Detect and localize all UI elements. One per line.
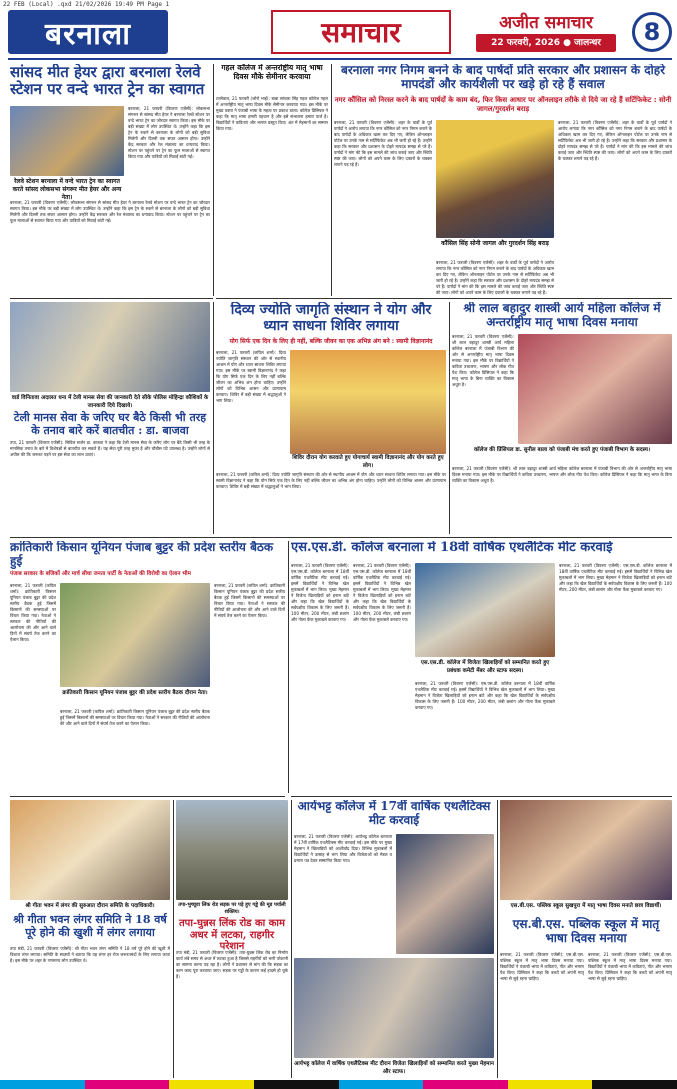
body-text-col2: बरनाला, 21 फरवरी (कपिल शर्मा): क्रांतिकारी किसान यूनियन पंजाब बुट्टर की प्रदेश स्तरीय बैठक हुई जिसमें किसानों की समस्याओं पर विचार किया गया। नेताओं ने सरकार की नीतियों की आलोचना की और आने वाले दिनों में संघर्ष तेज करने का ऐलान किया। — [60, 709, 210, 726]
body-text: बरनाला, 21 फरवरी (विवरण एजेंसी): लोकसभा संगरूर से सांसद मीत हेयर ने बरनाला रेलवे स्टेशन पर वन्दे भारत ट्रेन का जोरदार स्वागत किया। इस मौके पर बड़ी संख्या में लोग उपस्थित थे। उन्होंने कहा कि इस ट्रेन के रुकने से बरनाला के लोगों को बड़ी सुविधा मिलेगी और दिल्ली तक सफर आसान होगा। उन्होंने केंद्र सरकार और रेल मंत्रालय का धन्यवाद किया। स्टेशन पर पहुंचने पर ट्रेन का फूल मालाओं से स्वागत किया गया और यात्रियों को मिठाई बांटी गई। — [10, 200, 210, 223]
masthead-left-banner — [8, 10, 168, 54]
photo-road — [176, 800, 288, 900]
article-sbs-school — [500, 800, 672, 1078]
body-text: बरनाला, 21 फरवरी (कपिल शर्मा): दिव्य ज्योति जागृति संस्थान की ओर से स्थानीय आश्रम में योग और ध्यान साधना शिविर लगाया गया। इस मौके पर स्वामी विज्ञानानंद ने कहा कि योग सिर्फ एक दिन के लिए नहीं बल्कि जीवन का अभिन्न अंग होना चाहिए। उन्होंने लोगों को विभिन्न आसन और प्राणायाम करवाए। शिविर में बड़ी संख्या में श्रद्धालुओं ने भाग लिया। — [216, 350, 286, 403]
photo-langar — [10, 800, 170, 900]
article-tapa-road — [176, 800, 288, 1078]
article-lbs-college — [452, 302, 672, 534]
article-railway — [10, 64, 210, 296]
photo-tele-manas — [10, 302, 210, 392]
body-text: तपा मंडी, 21 फरवरी (विवरण एजेंसी): श्री गीता भवन लंगर समिति ने 18 वर्ष पूरे होने की खुशी में विशाल लंगर लगाया। समिति के सदस्यों ने बताया कि यह लंगर हर रोज जरूरतमंदों के लिए लगाया जाता है। इस मौके पर शहर के गणमान्य लोग उपस्थित थे। — [10, 946, 170, 963]
subhead: नगर कौंसिल को निरस्त करने के बाद पार्षदों के काम बंद, फिर किस आधार पर ऑनलाइन तरीके से दिये जा रहे हैं सर्टिफिकेट : सोनी जागल/गुरदर्शन बराड़ — [334, 96, 672, 113]
headline: बरनाला नगर निगम बनने के बाद पार्षदों प्रति सरकार और प्रशासन के दोहरे मापदंडों और कार्यशैली पर खड़े हो रहे हैं सवाल — [340, 64, 666, 91]
body-text: बरनाला, 21 फरवरी (विवरण एजेंसी): श्री लाल बहादुर शास्त्री आर्य महिला कॉलेज बरनाला में पंजाबी विभाग की ओर से अन्तर्राष्ट्रीय मातृ भाषा दिवस मनाया गया। इस मौके पर विद्यार्थियों ने कविता उच्चारण, भाषण और लोक गीत पेश किए। कॉलेज प्रिंसिपल ने कहा कि मातृ भाषा के बिना व्यक्ति का विकास अधूरा है। — [452, 334, 514, 387]
headline: श्री गीता भवन लंगर समिति ने 18 वर्ष पूरे होने की खुशी में लंगर लगाया — [13, 913, 167, 939]
page-number: 8 — [632, 12, 672, 52]
headline: एस.एस.डी. कॉलेज बरनाला में 18वीं वार्षिक एथलैटिक मीट करवाई — [291, 541, 613, 555]
body-text: बरनाला, 21 फरवरी (विवरण एजेंसी): एस.बी.एस. पब्लिक स्कूल में मातृ भाषा दिवस मनाया गया। विद्यार्थियों ने पंजाबी भाषा में कविताएं, गीत और भाषण पेश किए। प्रिंसिपल ने कहा कि बच्चों को अपनी मातृ भाषा से जुड़े रहना चाहिए। — [500, 952, 584, 981]
photo-caption: तपा-भुच्चूवा लिंक रोड सड़क पर पड़े हुए गड्ढे की मूड पर्याली शक्तिय। — [178, 902, 286, 915]
headline: एस.बी.एस. पब्लिक स्कूल में मातृ भाषा दिवस मनाया — [512, 917, 660, 945]
body-text-col3: बरनाला, 21 फरवरी (विवरण एजेंसी): एस.एस.डी. कॉलेज बरनाला में 18वीं वार्षिक एथलैटिक मीट करवाई गई। इसमें विद्यार्थियों ने विभिन्न खेल मुकाबलों में भाग लिया। मुख्य मेहमान ने विजेता खिलाड़ियों को इनाम बांटे और कहा कि खेल विद्यार्थियों के सर्वपक्षीय विकास के लिए जरूरी हैं। 100 मीटर, 200 मीटर, लंबी छलांग और गोला फेंक मुकाबले करवाए गए। — [415, 681, 555, 710]
masthead — [8, 10, 672, 54]
headline: आर्यभट्ट कॉलेज में 17वीं वार्षिक एथलैटिक्स मीट करवाई — [297, 800, 491, 827]
body-text: बरनाला, 21 फरवरी (कपिल शर्मा): क्रांतिकारी किसान यूनियन पंजाब बुट्टर की प्रदेश स्तरीय बैठक हुई जिसमें किसानों की समस्याओं पर विचार किया गया। नेताओं ने सरकार की नीतियों की आलोचना की और आने वाले दिनों में संघर्ष तेज करने का ऐलान किया। — [10, 583, 56, 642]
masthead-left-text: बरनाला — [45, 16, 131, 52]
body-text-col2: बरनाला, 21 फरवरी (विवरण एजेंसी): एस.एस.डी. कॉलेज बरनाला में 18वीं वार्षिक एथलैटिक मीट करवाई गई। इसमें विद्यार्थियों ने विभिन्न खेल मुकाबलों में भाग लिया। मुख्य मेहमान ने विजेता खिलाड़ियों को इनाम बांटे और कहा कि खेल विद्यार्थियों के सर्वपक्षीय विकास के लिए जरूरी हैं। 100 मीटर, 200 मीटर, लंबी छलांग और गोला फेंक मुकाबले करवाए गए। — [353, 563, 411, 622]
subhead: योग सिर्फ एक दिन के लिए ही नहीं, बल्कि जीवन का एक अभिन्न अंग बने : स्वामी विज्ञानानंद — [229, 338, 433, 345]
photo-aryabhatt-group — [294, 958, 494, 1058]
body-text-col3: बरनाला, 21 फरवरी (विवरण एजेंसी): शहर के वार्डों के पूर्व पार्षदों ने आरोप लगाया कि नगर कौंसिल को नगर निगम बनाने के बाद पार्षदों के अधिकार खत्म कर दिए गए, लेकिन ऑनलाइन पोर्टल पर उनके नाम से सर्टिफिकेट अब भी जारी हो रहे हैं। उन्होंने कहा कि सरकार और प्रशासन के दोहरे मापदंड समझ से परे हैं। पार्षदों ने मांग की कि इस मामले की जांच कराई जाए और स्थिति स्पष्ट की जाए। लोगों को अपने काम के लिए दफ्तरों के चक्कर लगाने पड़ रहे हैं। — [558, 120, 672, 161]
photo-yoga — [290, 350, 446, 454]
body-text-col2: बरनाला, 21 फरवरी (विवरण एजेंसी): शहर के वार्डों के पूर्व पार्षदों ने आरोप लगाया कि नगर कौंसिल को नगर निगम बनाने के बाद पार्षदों के अधिकार खत्म कर दिए गए, लेकिन ऑनलाइन पोर्टल पर उनके नाम से सर्टिफिकेट अब भी जारी हो रहे हैं। उन्होंने कहा कि सरकार और प्रशासन के दोहरे मापदंड समझ से परे हैं। पार्षदों ने मांग की कि इस मामले की जांच कराई जाए और स्थिति स्पष्ट की जाए। लोगों को अपने काम के लिए दफ्तरों के चक्कर लगाने पड़ रहे हैं। — [436, 260, 554, 295]
body-text-bottom: बरनाला, 21 फरवरी (विवरण एजेंसी): श्री लाल बहादुर शास्त्री आर्य महिला कॉलेज बरनाला में पंजाबी विभाग की ओर से अन्तर्राष्ट्रीय मातृ भाषा दिवस मनाया गया। इस मौके पर विद्यार्थियों ने कविता उच्चारण, भाषण और लोक गीत पेश किए। कॉलेज प्रिंसिपल ने कहा कि मातृ भाषा के बिना व्यक्ति का विकास अधूरा है। — [452, 466, 672, 483]
body-text-col2: बरनाला, 21 फरवरी (विवरण एजेंसी): एस.बी.एस. पब्लिक स्कूल में मातृ भाषा दिवस मनाया गया। विद्यार्थियों ने पंजाबी भाषा में कविताएं, गीत और भाषण पेश किए। प्रिंसिपल ने कहा कि बच्चों को अपनी मातृ भाषा से जुड़े रहना चाहिए। — [588, 952, 672, 981]
headline: क्रांतिकारी किसान यूनियन पंजाब बुट्टर की प्रदेश स्तरीय बैठक हुई — [10, 541, 274, 568]
photo-caption: कॉलेज की प्रिंसिपल डा. सुनील बाला को पंजाबी मंच करते हुए पंजाबी विभाग के सदस्य। — [473, 447, 651, 453]
article-tele-manas — [10, 302, 210, 534]
headline: तपा-घुन्नस लिंक रोड का काम अधर में लटका, राहगीर परेशान — [178, 918, 286, 952]
body-text-col2: बरनाला, 21 फरवरी (विवरण एजेंसी): लोकसभा संगरूर से सांसद मीत हेयर ने बरनाला रेलवे स्टेशन पर वन्दे भारत ट्रेन का जोरदार स्वागत किया। इस मौके पर बड़ी संख्या में लोग उपस्थित थे। उन्होंने कहा कि इस ट्रेन के रुकने से बरनाला के लोगों को बड़ी सुविधा मिलेगी और दिल्ली तक सफर आसान होगा। उन्होंने केंद्र सरकार और रेल मंत्रालय का धन्यवाद किया। स्टेशन पर पहुंचने पर ट्रेन का फूल मालाओं से स्वागत किया गया और यात्रियों को मिठाई बांटी गई। — [128, 106, 210, 159]
photo-caption: आर्यभट्ट कॉलेज में वार्षिक एथलैटिक्स मीट दौरान विजेता खिलाड़ियों को सम्मानित करते मुख्य मेहमान और स्टाफ। — [294, 1061, 494, 1075]
photo-school — [500, 800, 672, 900]
photo-caption: शिविर दौरान योग करवाते हुए योगाचार्य स्वामी विज्ञानानंद और योग करते हुए लोग। — [292, 455, 444, 469]
headline: दिव्य ज्योति जागृति संस्थान ने योग और ध्यान साधना शिविर लगाया — [230, 302, 432, 335]
body-text: टल्लेवाल, 21 फरवरी (जोरो भाई): बाबा सांचला सिंह गहल कॉलेज गहल में अन्तर्राष्ट्रीय मातृ भाषा दिवस मौके सेमीनार करवाया गया। इस मौके पर मुख्य वक्ता ने पंजाबी भाषा के महत्व पर प्रकाश डाला। कॉलेज प्रिंसिपल ने कहा कि मातृ भाषा हमारी पहचान है और इसे संभालना हमारा फर्ज है। विद्यार्थियों ने कविताएं और भाषण प्रस्तुत किए। अंत में मेहमानों का सम्मान किया गया। — [216, 96, 328, 131]
photo-college — [518, 334, 672, 444]
article-municipal-corp — [334, 64, 672, 296]
article-yoga-camp — [216, 302, 446, 534]
article-aryabhatt — [294, 800, 494, 1078]
paper-name: अजीत समाचार — [499, 13, 593, 33]
headline: श्री लाल बहादुर शास्त्री आर्य महिला कॉलेज में अन्तर्राष्ट्रीय मातृ भाषा दिवस मनाया — [463, 302, 661, 329]
photo-caption: श्री गीता भवन में लंगर की सुरुआत दौरान समिति के पदाधिकारी। — [25, 903, 155, 909]
article-ssd-athletic — [291, 541, 672, 793]
photo-kisan — [60, 583, 210, 687]
masthead-rule — [8, 58, 672, 60]
photo-athletic — [415, 563, 555, 657]
photo-caption: कौंसिल सिंह सोनी जागल और गुरदर्शन सिंह बराड़ — [441, 240, 549, 247]
body-text-bottom: बरनाला, 21 फरवरी (कपिल शर्मा): दिव्य ज्योति जागृति संस्थान की ओर से स्थानीय आश्रम में योग और ध्यान साधना शिविर लगाया गया। इस मौके पर स्वामी विज्ञानानंद ने कहा कि योग सिर्फ एक दिन के लिए नहीं बल्कि जीवन का अभिन्न अंग होना चाहिए। उन्होंने लोगों को विभिन्न आसन और प्राणायाम करवाए। शिविर में बड़ी संख्या में श्रद्धालुओं ने भाग लिया। — [216, 472, 446, 489]
color-registration-bar — [0, 1080, 677, 1089]
photo-councillors — [436, 120, 554, 238]
body-text: बरनाला, 21 फरवरी (विवरण एजेंसी): एस.एस.डी. कॉलेज बरनाला में 18वीं वार्षिक एथलैटिक मीट करवाई गई। इसमें विद्यार्थियों ने विभिन्न खेल मुकाबलों में भाग लिया। मुख्य मेहमान ने विजेता खिलाड़ियों को इनाम बांटे और कहा कि खेल विद्यार्थियों के सर्वपक्षीय विकास के लिए जरूरी हैं। 100 मीटर, 200 मीटर, लंबी छलांग और गोला फेंक मुकाबले करवाए गए। — [291, 563, 349, 622]
masthead-middle-banner — [271, 10, 451, 54]
masthead-right — [476, 10, 672, 54]
photo-caption: एस.एस.डी. कॉलेज में विजेता खिलाड़ियों को सम्मानित करते हुए प्रबंधक कमेटी मेंबर और स्टाफ सदस्य। — [420, 660, 550, 674]
headline: गहल कॉलेज में अन्तर्राष्ट्रीय मातृ भाषा दिवस मौके सेमीनार करवाया — [221, 64, 323, 81]
photo-caption: एस.बी.एस. पब्लिक स्कूल सुखपुरा में मातृ भाषा दिवस मनाते छात्र विद्यार्थी। — [510, 903, 662, 909]
article-geeta-bhawan — [10, 800, 170, 1078]
body-text-col4: बरनाला, 21 फरवरी (विवरण एजेंसी): एस.एस.डी. कॉलेज बरनाला में 18वीं वार्षिक एथलैटिक मीट करवाई गई। इसमें विद्यार्थियों ने विभिन्न खेल मुकाबलों में भाग लिया। मुख्य मेहमान ने विजेता खिलाड़ियों को इनाम बांटे और कहा कि खेल विद्यार्थियों के सर्वपक्षीय विकास के लिए जरूरी हैं। 100 मीटर, 200 मीटर, लंबी छलांग और गोला फेंक मुकाबले करवाए गए। — [559, 563, 672, 592]
subhead: पंजाब सरकार के बजिकों और मार्च सीधा जनता पार्टी के नेताओं की विरोधी का ऐलान भीम — [10, 571, 191, 577]
photo-caption: क्रांतिकारी किसान यूनियन पंजाब बुट्टर की प्रदेश स्तरीय बैठक दौरान नेता। — [62, 690, 208, 696]
headline: टेली मानस सेवा के जरिए घर बैठे किसी भी तरह के तनाव बारे करें बातचीत : डा. बाजवा — [13, 411, 207, 437]
article-gahal-college — [216, 64, 328, 296]
photo-caption: वार्ड विनितावा अदालत धना में टेली मानस सेवा की जानकारी देते सीके पोलिस मोहिन्द्रा कौशिकों के जानकारी दिये दिखाये। — [11, 395, 209, 409]
body-text: तपा, 21 फरवरी (विवरण एजेंसी): सिविल सर्जन डा. बाजवा ने कहा कि टेली मानस सेवा के जरिए लोग घर बैठे किसी भी तरह के मानसिक तनाव के बारे में विशेषज्ञों से बातचीत कर सकते हैं। यह सेवा पूरी तरह मुफ्त है और चौबीस घंटे उपलब्ध है। उन्होंने लोगों से अपील की कि जरूरत पड़ने पर इस सेवा का लाभ उठाएं। — [10, 440, 210, 457]
photo-aryabhatt — [396, 834, 494, 954]
photo-railway — [10, 106, 124, 176]
photo-caption: रेलवे स्टेशन बरनाला में वन्दे भारत ट्रेन का स्वागत करते सांसद लोकसभा संगरूर मीत हेयर और अन्य नेता। — [12, 178, 122, 201]
issue-date: 22 फरवरी, 2026 ● जालन्धर — [476, 34, 616, 52]
masthead-middle-text: समाचार — [321, 16, 401, 49]
print-slug: 22 FEB (Local) .qxd 21/02/2026 19:49 PM Page 1 — [3, 1, 170, 8]
body-text: बरनाला, 21 फरवरी (विवरण एजेंसी): आर्यभट्ट कॉलेज बरनाला में 17वीं वार्षिक एथलैटिक्स मीट करवाई गई। इस मौके पर मुख्य मेहमान ने खिलाड़ियों को आशीर्वाद दिया। विभिन्न मुकाबलों में विद्यार्थियों ने उत्साह से भाग लिया और विजेताओं को मेडल व प्रमाण पत्र देकर सम्मानित किया गया। — [294, 834, 392, 863]
article-kisan-union — [10, 541, 285, 793]
body-text-col3: बरनाला, 21 फरवरी (कपिल शर्मा): क्रांतिकारी किसान यूनियन पंजाब बुट्टर की प्रदेश स्तरीय बैठक हुई जिसमें किसानों की समस्याओं पर विचार किया गया। नेताओं ने सरकार की नीतियों की आलोचना की और आने वाले दिनों में संघर्ष तेज करने का ऐलान किया। — [214, 583, 285, 618]
headline: सांसद मीत हेयर द्वारा बरनाला रेलवे स्टेशन पर वन्दे भारत ट्रेन का स्वागत — [10, 64, 205, 99]
body-text: बरनाला, 21 फरवरी (विवरण एजेंसी): शहर के वार्डों के पूर्व पार्षदों ने आरोप लगाया कि नगर कौंसिल को नगर निगम बनाने के बाद पार्षदों के अधिकार खत्म कर दिए गए, लेकिन ऑनलाइन पोर्टल पर उनके नाम से सर्टिफिकेट अब भी जारी हो रहे हैं। उन्होंने कहा कि सरकार और प्रशासन के दोहरे मापदंड समझ से परे हैं। पार्षदों ने मांग की कि इस मामले की जांच कराई जाए और स्थिति स्पष्ट की जाए। लोगों को अपने काम के लिए दफ्तरों के चक्कर लगाने पड़ रहे हैं। — [334, 120, 432, 167]
body-text: तपा मंडी, 21 फरवरी (विवरण एजेंसी): तपा-घुन्नस लिंक रोड का निर्माण कार्य लंबे समय से अधर में लटका हुआ है जिससे राहगीरों को भारी परेशानी का सामना करना पड़ रहा है। लोगों ने प्रशासन से मांग की कि सड़क का काम जल्द पूरा करवाया जाए। सड़क पर गड्ढों के कारण कई हादसे हो चुके हैं। — [176, 950, 288, 979]
